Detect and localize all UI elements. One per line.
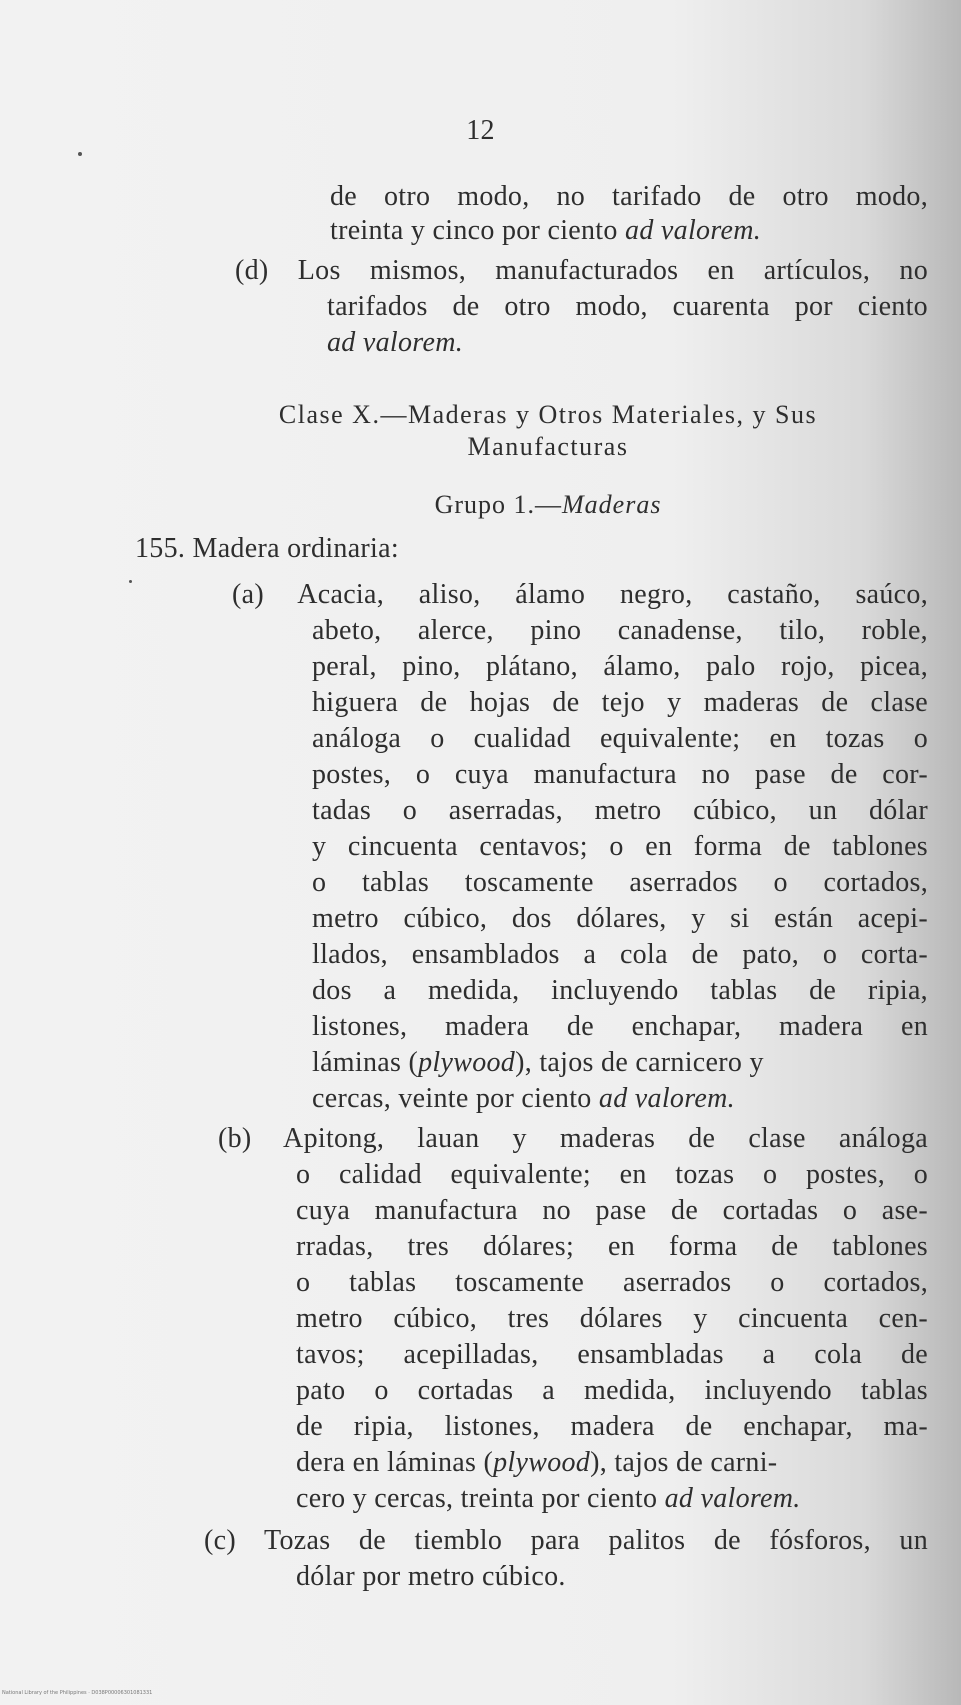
item-b-line: (b) Apitong, lauan y maderas de clase análoga: [218, 1123, 928, 1154]
continuation-italic: ad valorem.: [625, 215, 762, 246]
continuation-line: [330, 214, 761, 248]
class-heading: Manufacturas: [467, 432, 629, 461]
item-a-line: llados, ensamblados a cola de pato, o corta-: [312, 939, 928, 970]
item-b-line: rradas, tres dólares; en forma de tablones: [296, 1231, 928, 1262]
section-title: 155. Madera ordinaria:: [135, 533, 399, 564]
item-a-line: abeto, alerce, pino canadense, tilo, roble,: [312, 615, 928, 646]
item-b-line: tavos; acepilladas, ensambladas a cola de: [296, 1339, 928, 1370]
item-b-line: o calidad equivalente; en tozas o postes, o: [296, 1159, 928, 1190]
item-a-line: cercas, veinte por ciento ad valorem.: [312, 1083, 735, 1114]
class-heading: Clase X.—Maderas y Otros Materiales, y Sus: [278, 400, 818, 429]
item-a-line: láminas (plywood), tajos de carnicero y: [312, 1047, 764, 1078]
speck-mark: [78, 152, 82, 156]
item-a-line: (a) Acacia, aliso, álamo negro, castaño, saúco,: [232, 579, 928, 610]
item-d-line: (d) Los mismos, manufacturados en artículos, no: [235, 255, 928, 286]
item-a-line: metro cúbico, dos dólares, y si están acepi-: [312, 903, 928, 934]
item-d-line: tarifados de otro modo, cuarenta por ciento: [327, 291, 928, 322]
item-a-line: listones, madera de enchapar, madera en: [312, 1011, 928, 1042]
item-a-line: higuera de hojas de tejo y maderas de clase: [312, 687, 928, 718]
group-heading-italic: Maderas: [562, 490, 662, 519]
item-a-line: y cincuenta centavos; o en forma de tablones: [312, 831, 928, 862]
item-a-line: peral, pino, plátano, álamo, palo rojo, picea,: [312, 651, 928, 682]
item-b-line: pato o cortadas a medida, incluyendo tablas: [296, 1375, 928, 1406]
item-b-line: de ripia, listones, madera de enchapar, ma-: [296, 1411, 928, 1442]
item-a-line: tadas o aserradas, metro cúbico, un dólar: [312, 795, 928, 826]
footer-note: National Library of the Philippines · D038P00006301081331: [2, 1690, 153, 1696]
speck-mark: [129, 580, 132, 583]
item-a-line: análoga o cualidad equivalente; en tozas o: [312, 723, 928, 754]
group-heading: [168, 488, 928, 522]
continuation-line: de otro modo, no tarifado de otro modo,: [330, 181, 928, 212]
item-d-line: [327, 326, 463, 360]
item-a-line: postes, o cuya manufactura no pase de cor-: [312, 759, 928, 790]
item-a-line: o tablas toscamente aserrados o cortados,: [312, 867, 928, 898]
item-c-line: dólar por metro cúbico.: [296, 1561, 566, 1592]
item-b-line: o tablas toscamente aserrados o cortados,: [296, 1267, 928, 1298]
item-b-line: metro cúbico, tres dólares y cincuenta cen-: [296, 1303, 928, 1334]
continuation-text: treinta y cinco por ciento: [330, 215, 618, 246]
item-a-line: dos a medida, incluyendo tablas de ripia,: [312, 975, 928, 1006]
item-d-italic: ad valorem.: [327, 327, 464, 358]
item-b-line: cero y cercas, treinta por ciento ad valorem.: [296, 1483, 801, 1514]
group-heading-text: Grupo 1.—: [434, 490, 562, 519]
page-number: 12: [466, 115, 495, 146]
item-b-line: cuya manufactura no pase de cortadas o ase-: [296, 1195, 928, 1226]
item-b-line: dera en láminas (plywood), tajos de carni-: [296, 1447, 778, 1478]
item-c-line: (c) Tozas de tiemblo para palitos de fósforos, un: [204, 1525, 928, 1556]
